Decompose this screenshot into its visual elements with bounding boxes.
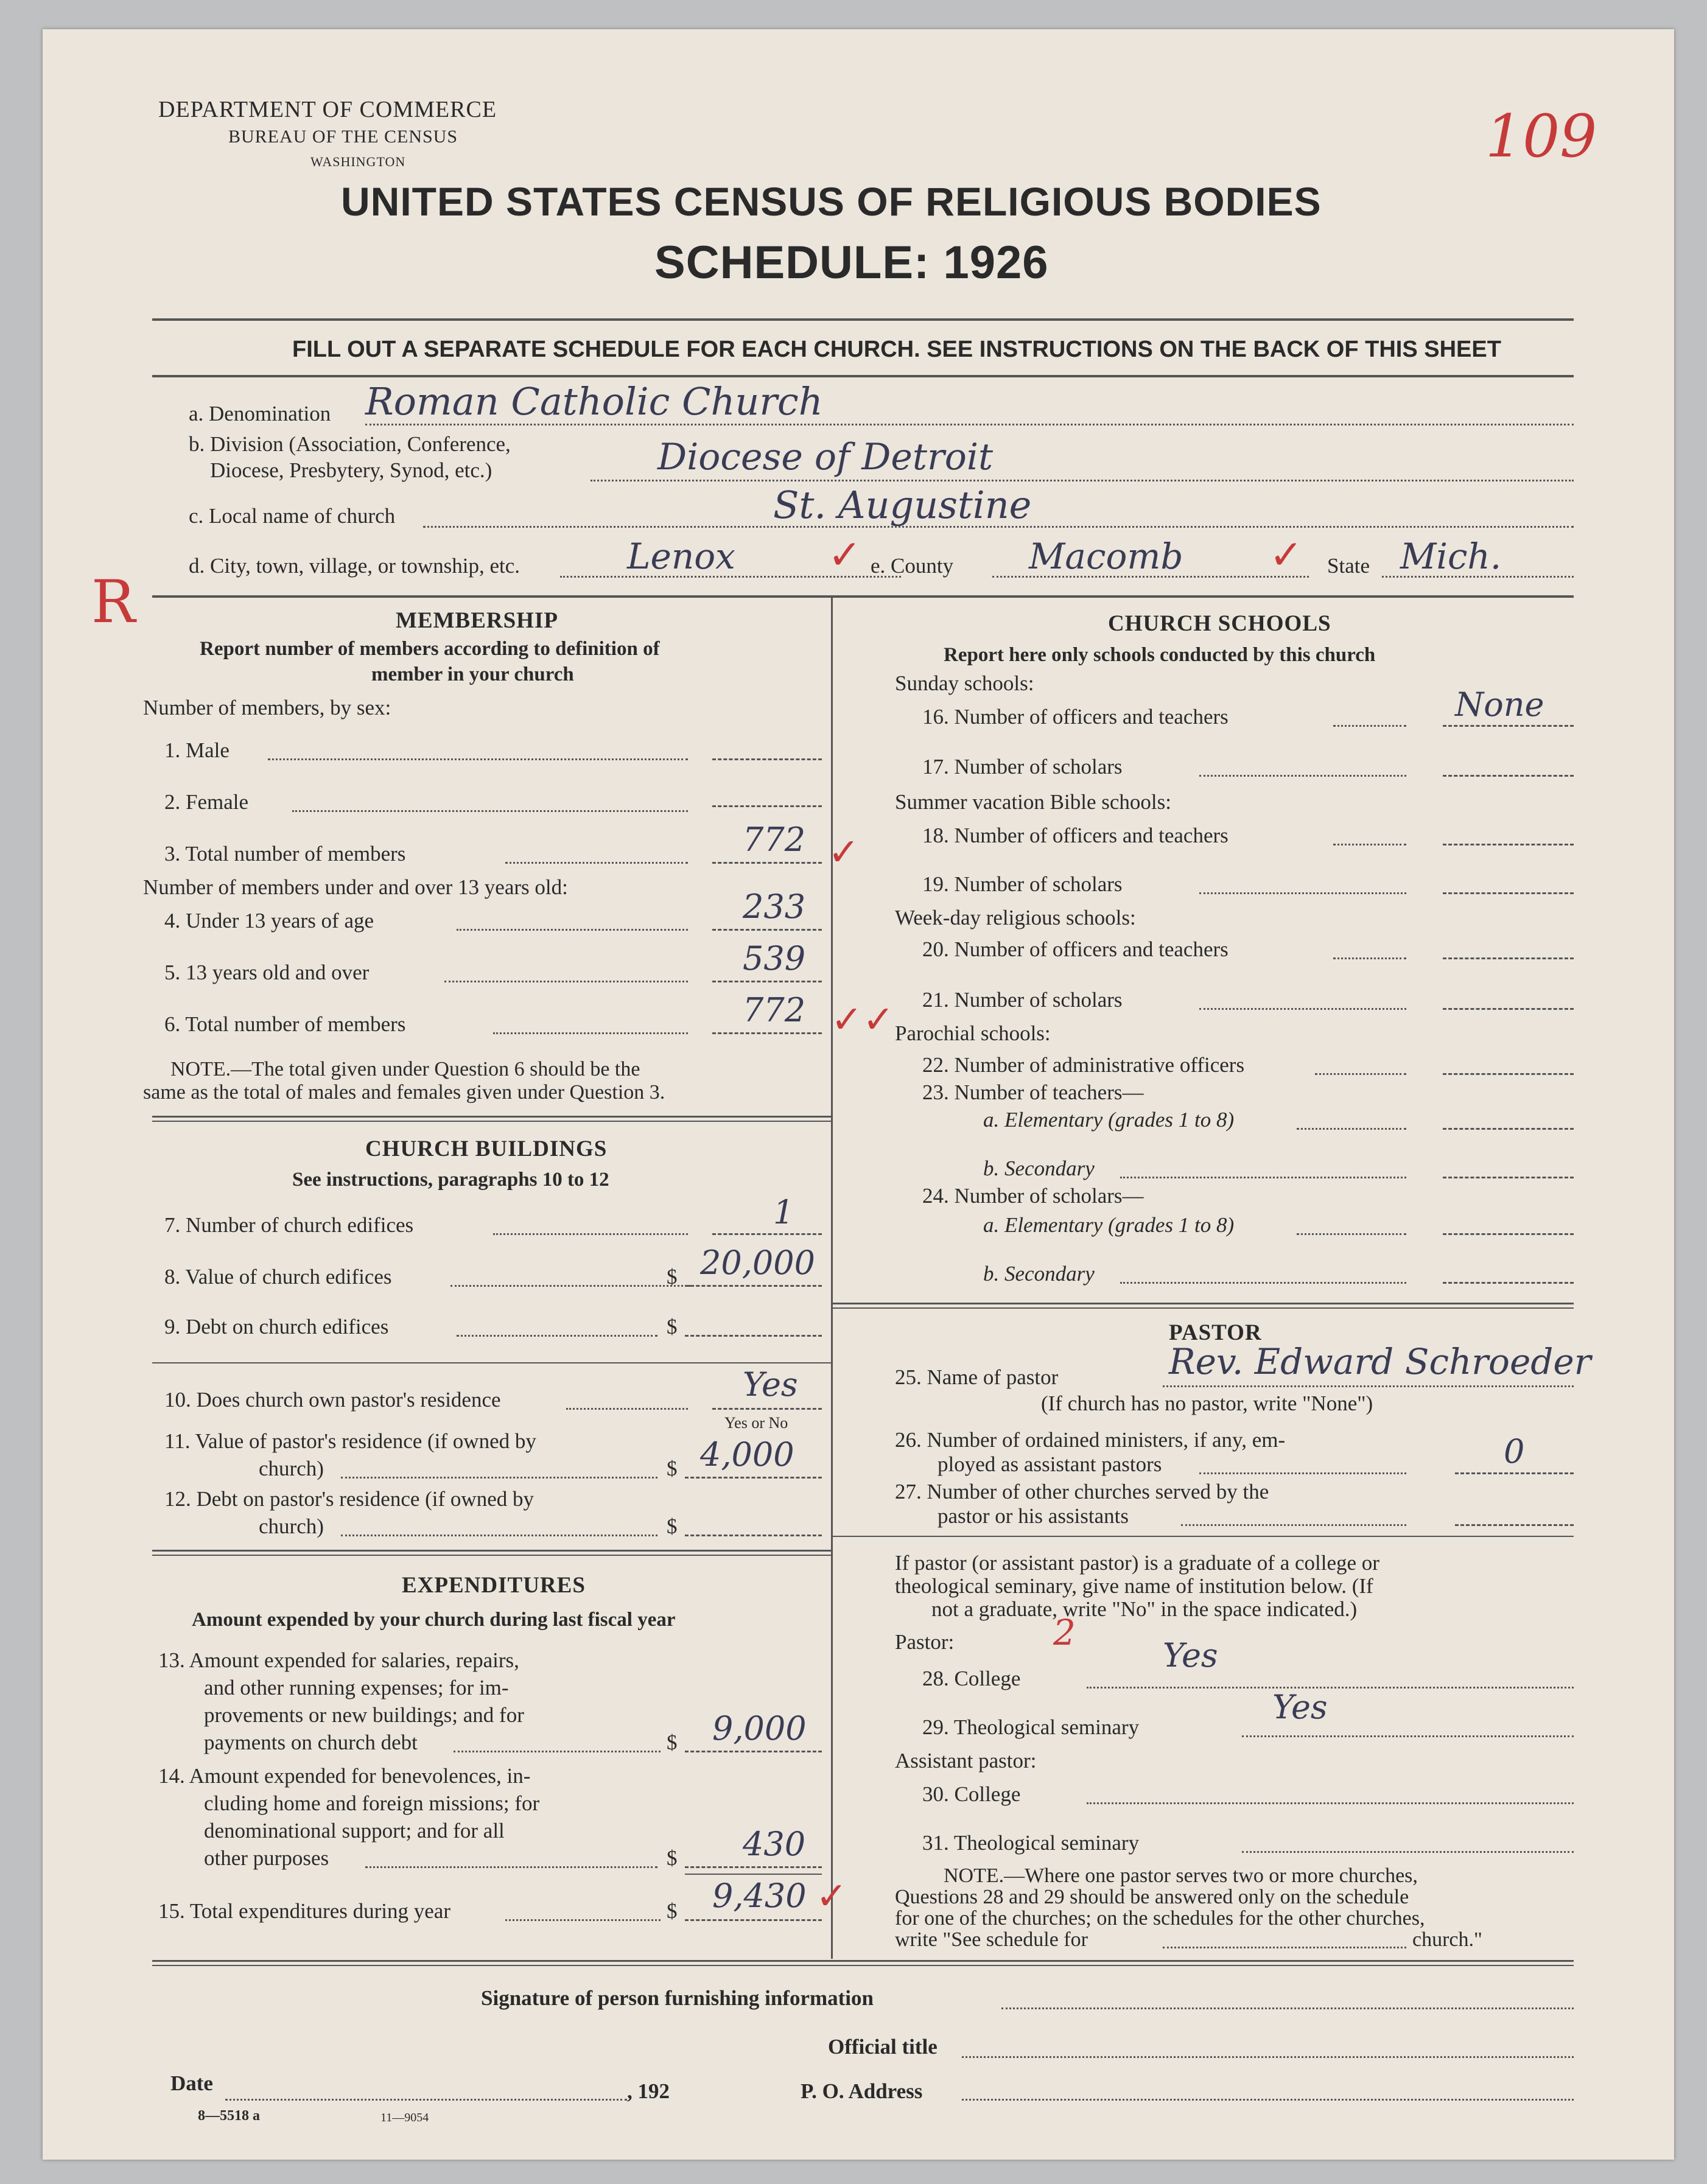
q16-value[interactable]: None	[1455, 685, 1544, 724]
q13-dots	[454, 1751, 661, 1752]
q13-value[interactable]: 9,000	[712, 1709, 807, 1748]
q24a-label: a. Elementary (grades 1 to 8)	[983, 1213, 1235, 1237]
q15-value[interactable]: 9,430	[712, 1877, 807, 1915]
q13-label-3: provements or new buildings; and for	[204, 1703, 524, 1727]
q24b-answer-line[interactable]	[1443, 1282, 1574, 1284]
q6-answer-line	[712, 1032, 822, 1034]
q28-line	[1087, 1687, 1574, 1689]
q23a-label: a. Elementary (grades 1 to 8)	[983, 1108, 1235, 1132]
q9-dots	[457, 1335, 657, 1337]
membership-sub-2: member in your church	[371, 663, 574, 685]
q3-label: 3. Total number of members	[164, 842, 406, 866]
q11-label-2: church)	[259, 1457, 324, 1480]
q2-dots	[292, 810, 688, 812]
q12-dollar: $	[667, 1514, 678, 1538]
rule-bottom-b	[152, 1965, 1574, 1966]
q14-answer-line	[685, 1866, 822, 1868]
q29-label: 29. Theological seminary	[922, 1715, 1140, 1739]
q6-value[interactable]: 772	[743, 991, 806, 1029]
q2-answer-line[interactable]	[712, 805, 822, 807]
department-heading: DEPARTMENT OF COMMERCE	[158, 97, 497, 122]
q23b-answer-line[interactable]	[1443, 1177, 1574, 1178]
city-value[interactable]: Lenox	[627, 536, 735, 577]
q14-value[interactable]: 430	[743, 1825, 806, 1863]
q24b-label: b. Secondary	[983, 1262, 1095, 1286]
q20-answer-line[interactable]	[1443, 957, 1574, 959]
q12-label-2: church)	[259, 1514, 324, 1538]
q1-dots	[268, 758, 688, 760]
buildings-sub: See instructions, paragraphs 10 to 12	[292, 1169, 609, 1191]
q11-label-1: 11. Value of pastor's residence (if owned by	[164, 1429, 536, 1453]
rule-schools	[832, 1303, 1574, 1304]
q9-answer-line[interactable]	[685, 1335, 822, 1337]
q10-dots	[566, 1408, 688, 1410]
pastor-sub-label: Pastor:	[895, 1630, 955, 1654]
q13-dollar: $	[667, 1731, 678, 1754]
rule-top2	[152, 375, 1574, 377]
q25-label: 25. Name of pastor	[895, 1365, 1059, 1389]
q10-answer-line	[712, 1408, 822, 1410]
q5-value[interactable]: 539	[743, 939, 806, 978]
q17-dots	[1199, 775, 1406, 777]
q26-label-1: 26. Number of ordained ministers, if any, em-	[895, 1428, 1286, 1452]
date-line[interactable]	[225, 2099, 627, 2101]
print-number: 11—9054	[380, 2111, 429, 2124]
rule-top	[152, 318, 1574, 321]
pastor-note-line[interactable]	[1163, 1947, 1406, 1948]
graduate-text-3: not a graduate, write "No" in the space indicated.)	[931, 1597, 1358, 1621]
q14-label-4: other purposes	[204, 1846, 329, 1870]
division-label-2: Diocese, Presbytery, Synod, etc.)	[210, 458, 492, 482]
pastor-title: PASTOR	[1169, 1320, 1262, 1345]
city-heading: WASHINGTON	[310, 154, 406, 169]
q14-label-2: cluding home and foreign missions; for	[204, 1791, 540, 1815]
rule-buildings	[152, 1550, 831, 1552]
city-check-mark: ✓	[828, 531, 862, 578]
division-label-1: b. Division (Association, Conference,	[189, 432, 511, 456]
q13-label-4: payments on church debt	[204, 1731, 418, 1754]
q6-label: 6. Total number of members	[164, 1012, 406, 1036]
rule-bottom	[152, 1960, 1574, 1962]
q23a-answer-line[interactable]	[1443, 1128, 1574, 1130]
q17-label: 17. Number of scholars	[922, 755, 1123, 779]
rule-buildings-b	[152, 1555, 831, 1556]
q24b-dots	[1120, 1282, 1406, 1284]
q11-dollar: $	[667, 1457, 678, 1480]
q12-label-1: 12. Debt on pastor's residence (if owned by	[164, 1487, 534, 1511]
q10-label: 10. Does church own pastor's residence	[164, 1388, 501, 1412]
q1-answer-line[interactable]	[712, 758, 822, 760]
q19-label: 19. Number of scholars	[922, 872, 1123, 896]
q16-dots	[1333, 725, 1406, 727]
expenditures-title: EXPENDITURES	[402, 1573, 586, 1598]
q4-answer-line	[712, 929, 822, 931]
members-by-age-label: Number of members under and over 13 years old:	[143, 875, 568, 899]
city-label: d. City, town, village, or township, etc.	[189, 554, 521, 578]
census-form	[43, 29, 1674, 2160]
q6-dots	[493, 1032, 688, 1034]
q29-value[interactable]: Yes	[1272, 1688, 1328, 1726]
q27-answer-line[interactable]	[1455, 1524, 1574, 1526]
q5-answer-line	[712, 981, 822, 982]
rule-membership	[152, 1116, 831, 1118]
q9-label: 9. Debt on church edifices	[164, 1315, 389, 1339]
q30-line[interactable]	[1087, 1802, 1574, 1804]
q3-value[interactable]: 772	[743, 821, 806, 859]
buildings-title: CHURCH BUILDINGS	[365, 1136, 608, 1161]
county-check-mark: ✓	[1269, 531, 1303, 578]
q3-dots	[505, 862, 688, 864]
q15-check-mark: ✓	[816, 1874, 847, 1918]
denomination-label: a. Denomination	[189, 402, 331, 425]
q8-dots	[450, 1285, 694, 1287]
official-title-line[interactable]	[962, 2056, 1574, 2058]
yes-or-no-hint: Yes or No	[724, 1414, 788, 1432]
q30-label: 30. College	[922, 1782, 1021, 1806]
q27-label-2: pastor or his assistants	[938, 1504, 1129, 1528]
q4-dots	[457, 929, 688, 931]
q13-answer-line	[685, 1751, 822, 1752]
q15-label: 15. Total expenditures during year	[158, 1899, 450, 1923]
pastor-note-3: for one of the churches; on the schedules for the other churches,	[895, 1907, 1425, 1930]
q15-dots	[505, 1919, 661, 1921]
q6-check-mark: ✓✓	[831, 997, 894, 1041]
pastor-note-1: NOTE.—Where one pastor serves two or more churches,	[944, 1864, 1418, 1887]
q1-label: 1. Male	[164, 738, 230, 762]
denomination-value[interactable]: Roman Catholic Church	[365, 379, 823, 424]
q25-value[interactable]: Rev. Edward Schroeder	[1169, 1341, 1591, 1382]
bureau-heading: BUREAU OF THE CENSUS	[228, 127, 458, 147]
q19-dots	[1199, 892, 1406, 894]
q25-line	[1163, 1385, 1574, 1387]
q24-label: 24. Number of scholars—	[922, 1184, 1144, 1208]
q2-label: 2. Female	[164, 790, 249, 814]
q22-dots	[1315, 1073, 1406, 1075]
schools-sub: Report here only schools conducted by this church	[944, 644, 1376, 666]
q7-label: 7. Number of church edifices	[164, 1213, 414, 1237]
q13-label-1: 13. Amount expended for salaries, repairs,	[158, 1648, 519, 1672]
q15-dollar: $	[667, 1899, 678, 1923]
q11-answer-line	[685, 1477, 822, 1479]
q26-label-2: ployed as assistant pastors	[938, 1452, 1162, 1476]
parochial-schools-label: Parochial schools:	[895, 1021, 1051, 1045]
state-label: State	[1327, 554, 1370, 578]
q7-answer-line	[712, 1233, 822, 1235]
division-line	[591, 480, 1574, 481]
date-year: , 192	[627, 2079, 670, 2103]
membership-note-1: NOTE.—The total given under Question 6 should be the	[170, 1058, 640, 1080]
graduate-text-2: theological seminary, give name of institution below. (If	[895, 1574, 1373, 1598]
weekday-schools-label: Week-day religious schools:	[895, 906, 1136, 929]
q18-answer-line[interactable]	[1443, 844, 1574, 845]
pastor-note-2: Questions 28 and 29 should be answered only on the schedule	[895, 1886, 1409, 1908]
q31-line[interactable]	[1242, 1851, 1574, 1853]
pastor-mark: 2	[1053, 1612, 1076, 1653]
margin-mark: R	[91, 568, 136, 636]
pastor-note-4b: church."	[1412, 1928, 1482, 1951]
q26-dots	[1199, 1472, 1406, 1474]
date-label: Date	[170, 2071, 213, 2095]
summer-schools-label: Summer vacation Bible schools:	[895, 790, 1171, 814]
q24a-answer-line[interactable]	[1443, 1233, 1574, 1235]
rule-buildings-mid	[152, 1362, 831, 1363]
expenditures-sub: Amount expended by your church during last fiscal year	[192, 1609, 676, 1631]
q10-value[interactable]: Yes	[743, 1365, 798, 1404]
q18-label: 18. Number of officers and teachers	[922, 824, 1229, 847]
q16-label: 16. Number of officers and teachers	[922, 705, 1229, 729]
q20-dots	[1333, 957, 1406, 959]
schools-title: CHURCH SCHOOLS	[1108, 611, 1331, 636]
division-value[interactable]: Diocese of Detroit	[657, 436, 994, 478]
sunday-schools-label: Sunday schools:	[895, 671, 1034, 695]
q24a-dots	[1297, 1233, 1406, 1235]
assistant-pastor-label: Assistant pastor:	[895, 1749, 1037, 1773]
graduate-text-1: If pastor (or assistant pastor) is a graduate of a college or	[895, 1551, 1379, 1575]
q3-check-mark: ✓	[828, 830, 860, 874]
po-address-label: P. O. Address	[801, 2079, 923, 2103]
membership-sub-1: Report number of members according to definition of	[200, 638, 660, 660]
q23a-dots	[1297, 1128, 1406, 1130]
q22-answer-line[interactable]	[1443, 1073, 1574, 1075]
q17-answer-line[interactable]	[1443, 775, 1574, 777]
q28-value[interactable]: Yes	[1163, 1636, 1218, 1675]
membership-title: MEMBERSHIP	[396, 608, 558, 633]
q18-dots	[1333, 844, 1406, 845]
q5-label: 5. 13 years old and over	[164, 961, 370, 984]
q26-value[interactable]: 0	[1504, 1432, 1525, 1471]
q14-label-3: denominational support; and for all	[204, 1819, 505, 1843]
q9-dollar: $	[667, 1315, 678, 1339]
q12-answer-line[interactable]	[685, 1535, 822, 1536]
q25-note: (If church has no pastor, write "None")	[1041, 1391, 1373, 1415]
local-name-label: c. Local name of church	[189, 504, 396, 528]
q8-dollar: $	[667, 1265, 678, 1289]
county-label: e. County	[871, 554, 954, 578]
rule-schools-b	[832, 1307, 1574, 1309]
q11-value[interactable]: 4,000	[700, 1435, 794, 1474]
pastor-note-4a: write "See schedule for	[895, 1928, 1088, 1951]
page-number: 109	[1485, 102, 1597, 170]
rule-pastor-mid	[832, 1536, 1574, 1537]
q7-value[interactable]: 1	[773, 1193, 794, 1231]
q23b-label: b. Secondary	[983, 1157, 1095, 1180]
q8-answer-line	[685, 1285, 822, 1287]
local-name-value[interactable]: St. Augustine	[773, 483, 1032, 527]
q21-dots	[1199, 1008, 1406, 1010]
signature-label: Signature of person furnishing information	[481, 1986, 874, 2010]
q27-label-1: 27. Number of other churches served by the	[895, 1480, 1269, 1503]
q16-answer-line	[1443, 725, 1574, 727]
q8-value[interactable]: 20,000	[700, 1244, 815, 1282]
county-value[interactable]: Macomb	[1029, 536, 1183, 577]
q23-label: 23. Number of teachers—	[922, 1080, 1144, 1104]
members-by-sex-label: Number of members, by sex:	[143, 696, 391, 719]
q4-label: 4. Under 13 years of age	[164, 909, 374, 933]
rule-main	[152, 595, 1574, 598]
q8-label: 8. Value of church edifices	[164, 1265, 392, 1289]
form-number: 8—5518 a	[198, 2108, 260, 2124]
signature-line[interactable]	[1001, 2007, 1574, 2009]
membership-note-2: same as the total of males and females given under Question 3.	[143, 1081, 665, 1104]
q5-dots	[444, 981, 688, 982]
po-address-line[interactable]	[962, 2099, 1574, 2101]
q12-dots	[341, 1535, 657, 1536]
q11-dots	[341, 1477, 657, 1479]
q21-answer-line[interactable]	[1443, 1008, 1574, 1010]
schedule-title: SCHEDULE: 1926	[654, 237, 1049, 289]
q14-total-rule	[685, 1874, 822, 1875]
denomination-line	[365, 424, 1574, 425]
rule-membership-b	[152, 1121, 831, 1122]
official-title-label: Official title	[828, 2035, 938, 2059]
q27-dots	[1181, 1524, 1406, 1526]
q31-label: 31. Theological seminary	[922, 1831, 1140, 1855]
q26-answer-line	[1455, 1472, 1574, 1474]
q19-answer-line[interactable]	[1443, 892, 1574, 894]
column-divider	[831, 595, 833, 1959]
state-value[interactable]: Mich.	[1400, 536, 1502, 577]
q23b-dots	[1120, 1177, 1406, 1178]
form-title: UNITED STATES CENSUS OF RELIGIOUS BODIES	[341, 179, 1322, 224]
q7-dots	[493, 1233, 688, 1235]
q15-answer-line	[685, 1919, 822, 1921]
q28-label: 28. College	[922, 1667, 1021, 1690]
q14-dots	[365, 1866, 657, 1868]
q4-value[interactable]: 233	[743, 887, 806, 926]
q29-line	[1242, 1735, 1574, 1737]
q14-dollar: $	[667, 1846, 678, 1870]
q13-label-2: and other running expenses; for im-	[204, 1676, 509, 1699]
q20-label: 20. Number of officers and teachers	[922, 937, 1229, 961]
q21-label: 21. Number of scholars	[922, 988, 1123, 1012]
q14-label-1: 14. Amount expended for benevolences, in-	[158, 1764, 531, 1788]
fill-out-instructions: FILL OUT A SEPARATE SCHEDULE FOR EACH CHURCH. SEE INSTRUCTIONS ON THE BACK OF THIS SHEET	[292, 337, 1501, 362]
q22-label: 22. Number of administrative officers	[922, 1053, 1245, 1077]
q3-answer-line	[712, 862, 822, 864]
